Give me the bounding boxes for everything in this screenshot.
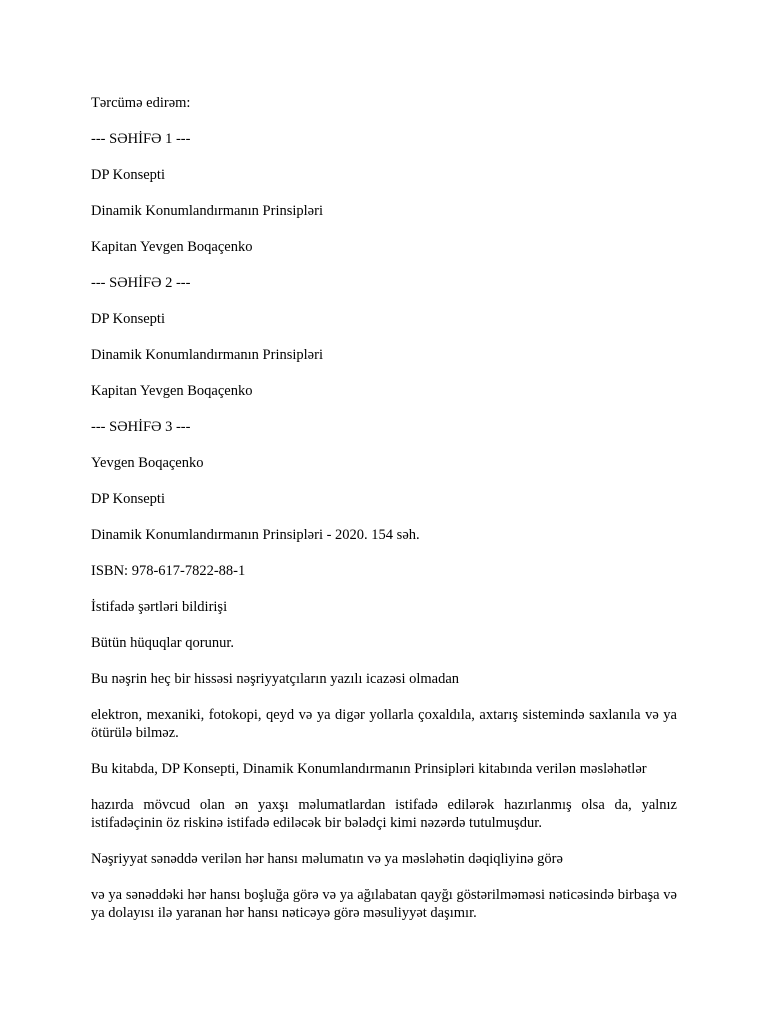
disclaimer-paragraph-1: Bu kitabda, DP Konsepti, Dinamik Konumlandırmanın Prinsipləri kitabında verilən məsləhətlər xyxy=(91,761,647,777)
author-name: Yevgen Boqaçenko xyxy=(91,455,204,471)
book-subtitle: Dinamik Konumlandırmanın Prinsipləri xyxy=(91,347,323,363)
page-marker-1: --- SƏHİFƏ 1 --- xyxy=(91,131,191,147)
book-author: Kapitan Yevgen Boqaçenko xyxy=(91,239,253,255)
book-author: Kapitan Yevgen Boqaçenko xyxy=(91,383,253,399)
rights-statement: Bütün hüquqlar qorunur. xyxy=(91,635,234,651)
book-title-short: DP Konsepti xyxy=(91,311,165,327)
intro-line: Tərcümə edirəm: xyxy=(91,95,191,111)
disclaimer-paragraph-3: Nəşriyyat sənəddə verilən hər hansı məlumatın və ya məsləhətin dəqiqliyinə görə xyxy=(91,851,563,867)
terms-heading: İstifadə şərtləri bildirişi xyxy=(91,599,228,615)
disclaimer-paragraph-2: hazırda mövcud olan ən yaxşı məlumatlardan istifadə edilərək hazırlanmış olsa da, yalnız istifadəçinin öz riskinə istifadə ediləcək bir bələdçi kimi nəzərdə tutulmuşdur. xyxy=(91,797,677,831)
book-title-short: DP Konsepti xyxy=(91,167,165,183)
book-title-short: DP Konsepti xyxy=(91,491,165,507)
copyright-paragraph-2: elektron, mexaniki, fotokopi, qeyd və ya digər yollarla çoxaldıla, axtarış sistemində saxlanıla və ya ötürülə bilməz. xyxy=(91,707,677,741)
disclaimer-paragraph-4: və ya sənəddəki hər hansı boşluğa görə və ya ağılabatan qayğı göstərilməməsi nəticəsində birbaşa və ya dolayısı ilə yaranan hər hansı nəticəyə görə məsuliyyət daşımır. xyxy=(91,887,677,921)
page-marker-2: --- SƏHİFƏ 2 --- xyxy=(91,275,191,291)
copyright-paragraph-1: Bu nəşrin heç bir hissəsi nəşriyyatçıların yazılı icazəsi olmadan xyxy=(91,671,460,687)
book-subtitle: Dinamik Konumlandırmanın Prinsipləri xyxy=(91,203,323,219)
page-marker-3: --- SƏHİFƏ 3 --- xyxy=(91,419,191,435)
isbn-line: ISBN: 978-617-7822-88-1 xyxy=(91,563,246,579)
publication-info: Dinamik Konumlandırmanın Prinsipləri - 2020. 154 səh. xyxy=(91,527,420,543)
